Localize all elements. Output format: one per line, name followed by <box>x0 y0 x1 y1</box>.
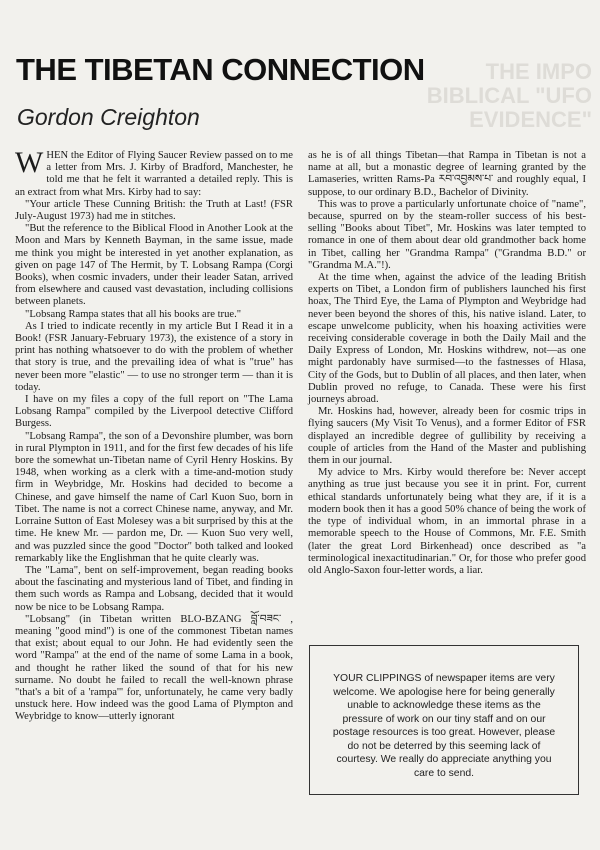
drop-cap: W <box>15 146 44 179</box>
bleed-line: THE IMPO <box>485 59 592 84</box>
left-column <box>15 146 293 724</box>
paragraph: As I tried to indicate recently in my article But I Read it in a Book! (FSR January-February 1973), the existence of a story in print has nothing whatsoever to do with the problem of whether that story is true, and the prevailing idea of what is "true" has never been more "elastic" — to use no stronger term — than it is today. <box>15 320 293 393</box>
paragraph: "But the reference to the Biblical Flood in Another Look at the Moon and Mars by Kenneth Bayman, in the same issue, made me think you might be interested in yet another explanation, as given on page 147 of The Hermit, by T. Lobsang Rampa (Corgi Books), when cosmic invaders, under their leader Satan, arrived from elsewhere and caused vast devastation, including collisions between planets. <box>15 223 293 308</box>
bleed-line: BIBLICAL "UFO <box>426 83 592 108</box>
paragraph: as he is of all things Tibetan—that Rampa in Tibetan is not a name at all, but a monastic degree of learning granted by the Lamaseries, written Rams-Pa རབ་འབྱམས་པ་ and roughly equal, I suppose, to our ordinary B.D., Bachelor of Divinity. <box>308 150 586 198</box>
paragraph: The "Lama", bent on self-improvement, began reading books about the fascinating and mysterious land of Tibet, and finding in them such words as Rampa and Lobsang, decided that it would now be nice to be Lobsang Rampa. <box>15 564 293 613</box>
paragraph: "Lobsang Rampa states that all his books are true." <box>25 308 242 320</box>
paragraph: My advice to Mrs. Kirby would therefore be: Never accept anything as true just because you see it in print. For, current ethical standards unfortunately being what they are, if it is a modern book then it has a good 50% chance of being the work of the type of individual whom, in an immortal phrase in a memorable speech to the House of Commons, Mr. F.E. Smith (later the great Lord Birkenhead) once described as "a terminological inexactitudinarian." Or, for those who prefer good old Anglo-Saxon four-letter words, a liar. <box>308 467 586 576</box>
paragraph: This was to prove a particularly unfortunate choice of "name", because, spurred on by the steam-roller success of his best-selling "Books about Tibet", Mr. Hoskins was later tempted to romance in one of them about dear old grandmother back home in Tibet, calling her "Grandma Rampa" ("Grandma B.D." or "Grandma M.A."!). <box>308 198 586 271</box>
paragraph <box>15 146 293 199</box>
notice-box <box>309 645 579 795</box>
notice-text: YOUR CLIPPINGS of newspaper items are very welcome. We apologise here for being generally unable to acknowledge these items as the pressure of work on our tiny staff and on our postage resources is too great. However, please do not be deterred by this seeming lack of courtesy. We really do appreciate anything you care to send. <box>332 673 556 779</box>
paragraph: "Lobsang" (in Tibetan written BLO-BZANG བློ་བཟང་ , meaning "good mind") is one of the commonest Tibetan names that exist; about equal to our John. He had evidently seen the word "Rampa" at the end of the name of some Lama in a book, and thought he rather liked the sound of that for his new surname. No doubt he failed to recall the well-known phrase "that's a bit of a 'rampa'" for, unfortunately, he came very badly unstuck here. How indeed was the good Lama of Plympton and Weybridge to know—utterly ignorant <box>15 613 293 723</box>
paragraph: "Your article These Cunning British: the Truth at Last! (FSR July-August 1973) had me in stitches. <box>15 198 293 223</box>
right-column <box>308 150 586 577</box>
paragraph: I have on my files a copy of the full report on "The Lama Lobsang Rampa" compiled by the Liverpool detective Clifford Burgess. <box>15 394 293 430</box>
bleed-through-text <box>422 60 600 132</box>
paragraph: "Lobsang Rampa", the son of a Devonshire plumber, was born in rural Plympton in 1911, and for the first few decades of his life bore the somewhat un-Tibetan name of Cyril Henry Hoskins. By 1948, when working as a clerk with a time-and-motion study firm in Weybridge, Mr. Hoskins had decided to become a Chinese, and gave himself the name of Carl Kuon Suo, born in Tibet. The name is not a correct Chinese name, anyway, and Mr. Lorraine Sutton of East Molesey was a bit surprised by this at the time. He knew Mr. — pardon me, Dr. — Kuon Suo very well, and was puzzled since the good "Doctor" both talked and looked remarkably like the Englishman that he quite clearly was. <box>15 430 293 564</box>
paragraph: Mr. Hoskins had, however, already been for cosmic trips in flying saucers (My Visit To Venus), and a former Editor of FSR displayed an incredible degree of gullibility by receiving a couple of articles from the Hand of the Master and publishing them in our journal. <box>308 406 586 467</box>
bleed-line: EVIDENCE" <box>469 107 592 132</box>
article-title: THE TIBETAN CONNECTION <box>16 52 425 87</box>
paragraph-text: HEN the Editor of Flying Saucer Review passed on to me a letter from Mrs. J. Kirby of Bradford, Manchester, he told me that he felt it warranted a detailed reply. This is an extract from what Mrs. Kirby had to say: <box>15 150 293 198</box>
paragraph: At the time when, against the advice of the leading British experts on Tibet, a London firm of publishers launched his first hoax, The Third Eye, the Lama of Plympton and Weybridge had never been beyond the shores of this, his native island. Later, to escape unwelcome publicity, when his hoaxing activities were receiving considerable coverage in both the Daily Mail and the Daily Express of London, Mr. Hoskins withdrew, not—as one might pardonably have surmised—to the fastnesses of Hlasa, City of the Gods, but to Dublin of all places, and then later, when Dublin proved no refuge, to Canada. These were his first journeys abroad. <box>308 272 586 406</box>
article-author: Gordon Creighton <box>17 104 200 130</box>
